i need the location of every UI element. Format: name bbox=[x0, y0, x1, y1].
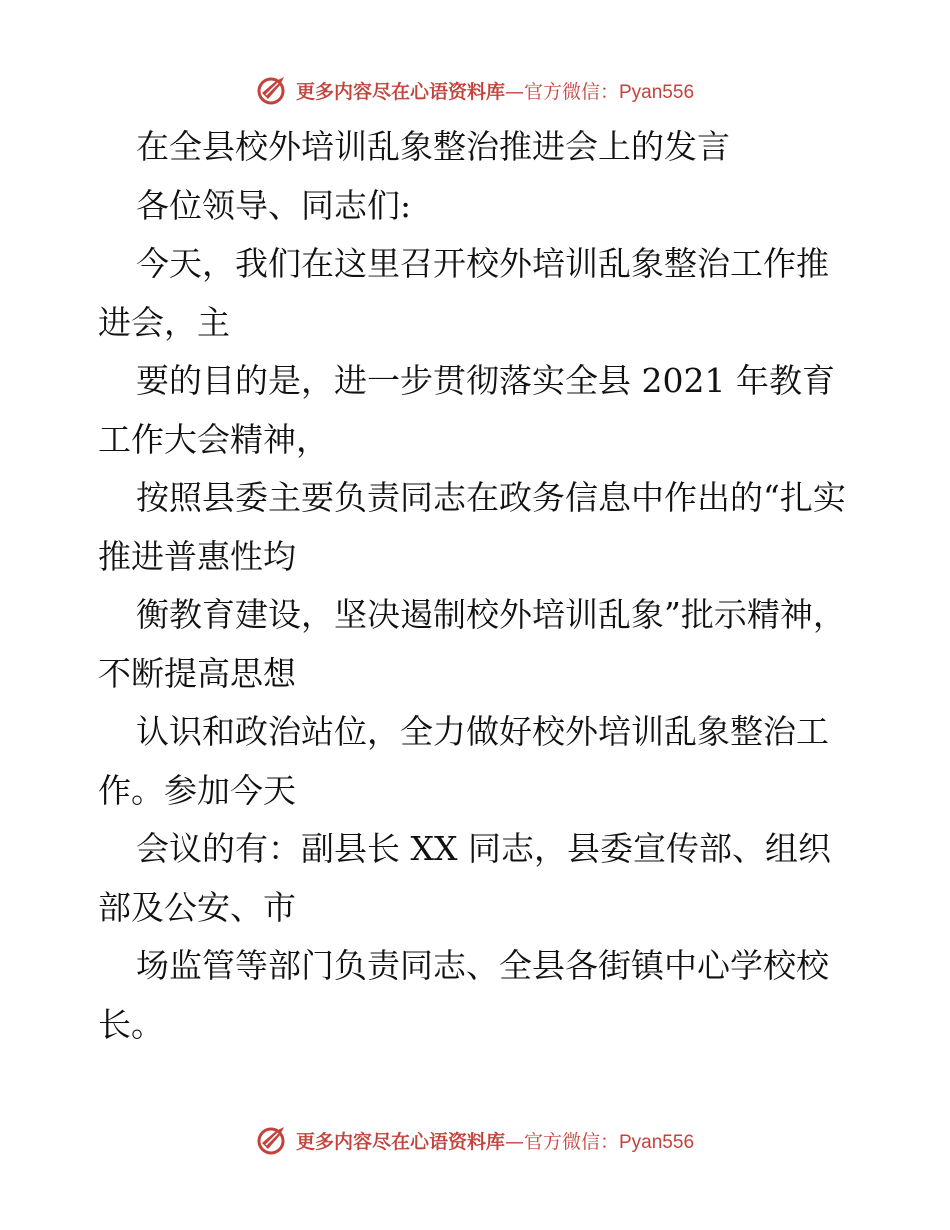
banner-wechat-id: Pyan556 bbox=[619, 1131, 695, 1153]
banner-text bbox=[296, 1127, 694, 1154]
banner-text bbox=[296, 77, 694, 104]
banner-brand: 更多内容尽在心语资料库 bbox=[295, 80, 505, 103]
banner-brand: 更多内容尽在心语资料库 bbox=[295, 1130, 505, 1153]
paragraph-line-6: 会议的有：副县长 XX 同志，县委宣传部、组织部及公安、市 bbox=[98, 829, 831, 927]
banner-dash: — bbox=[504, 1130, 524, 1153]
banner-wechat-id: Pyan556 bbox=[619, 81, 695, 103]
document-body bbox=[98, 118, 858, 1054]
header-banner bbox=[0, 70, 950, 110]
pen-nib-logo-icon bbox=[256, 1123, 290, 1157]
banner-wechat-label: 官方微信： bbox=[523, 1130, 619, 1153]
banner-dash: — bbox=[504, 80, 524, 103]
paragraph-line-5: 认识和政治站位，全力做好校外培训乱象整治工作。参加今天 bbox=[98, 712, 829, 810]
paragraph-line-4: 衡教育建设，坚决遏制校外培训乱象”批示精神，不断提高思想 bbox=[98, 595, 846, 693]
pen-nib-logo-icon bbox=[256, 73, 290, 107]
document-title: 在全县校外培训乱象整治推进会上的发言 bbox=[136, 127, 730, 166]
paragraph-line-3: 按照县委主要负责同志在政务信息中作出的“扎实推进普惠性均 bbox=[98, 478, 846, 576]
paragraph-line-1: 今天，我们在这里召开校外培训乱象整治工作推进会，主 bbox=[98, 244, 829, 342]
paragraph-line-7: 场监管等部门负责同志、全县各街镇中心学校校长。 bbox=[98, 946, 829, 1044]
banner-wechat-label: 官方微信： bbox=[523, 80, 619, 103]
footer-banner bbox=[0, 1120, 950, 1160]
paragraph-salutation: 各位领导、同志们: bbox=[136, 185, 412, 225]
paragraph-line-2: 要的目的是，进一步贯彻落实全县 2021 年教育工作大会精神， bbox=[98, 361, 835, 459]
